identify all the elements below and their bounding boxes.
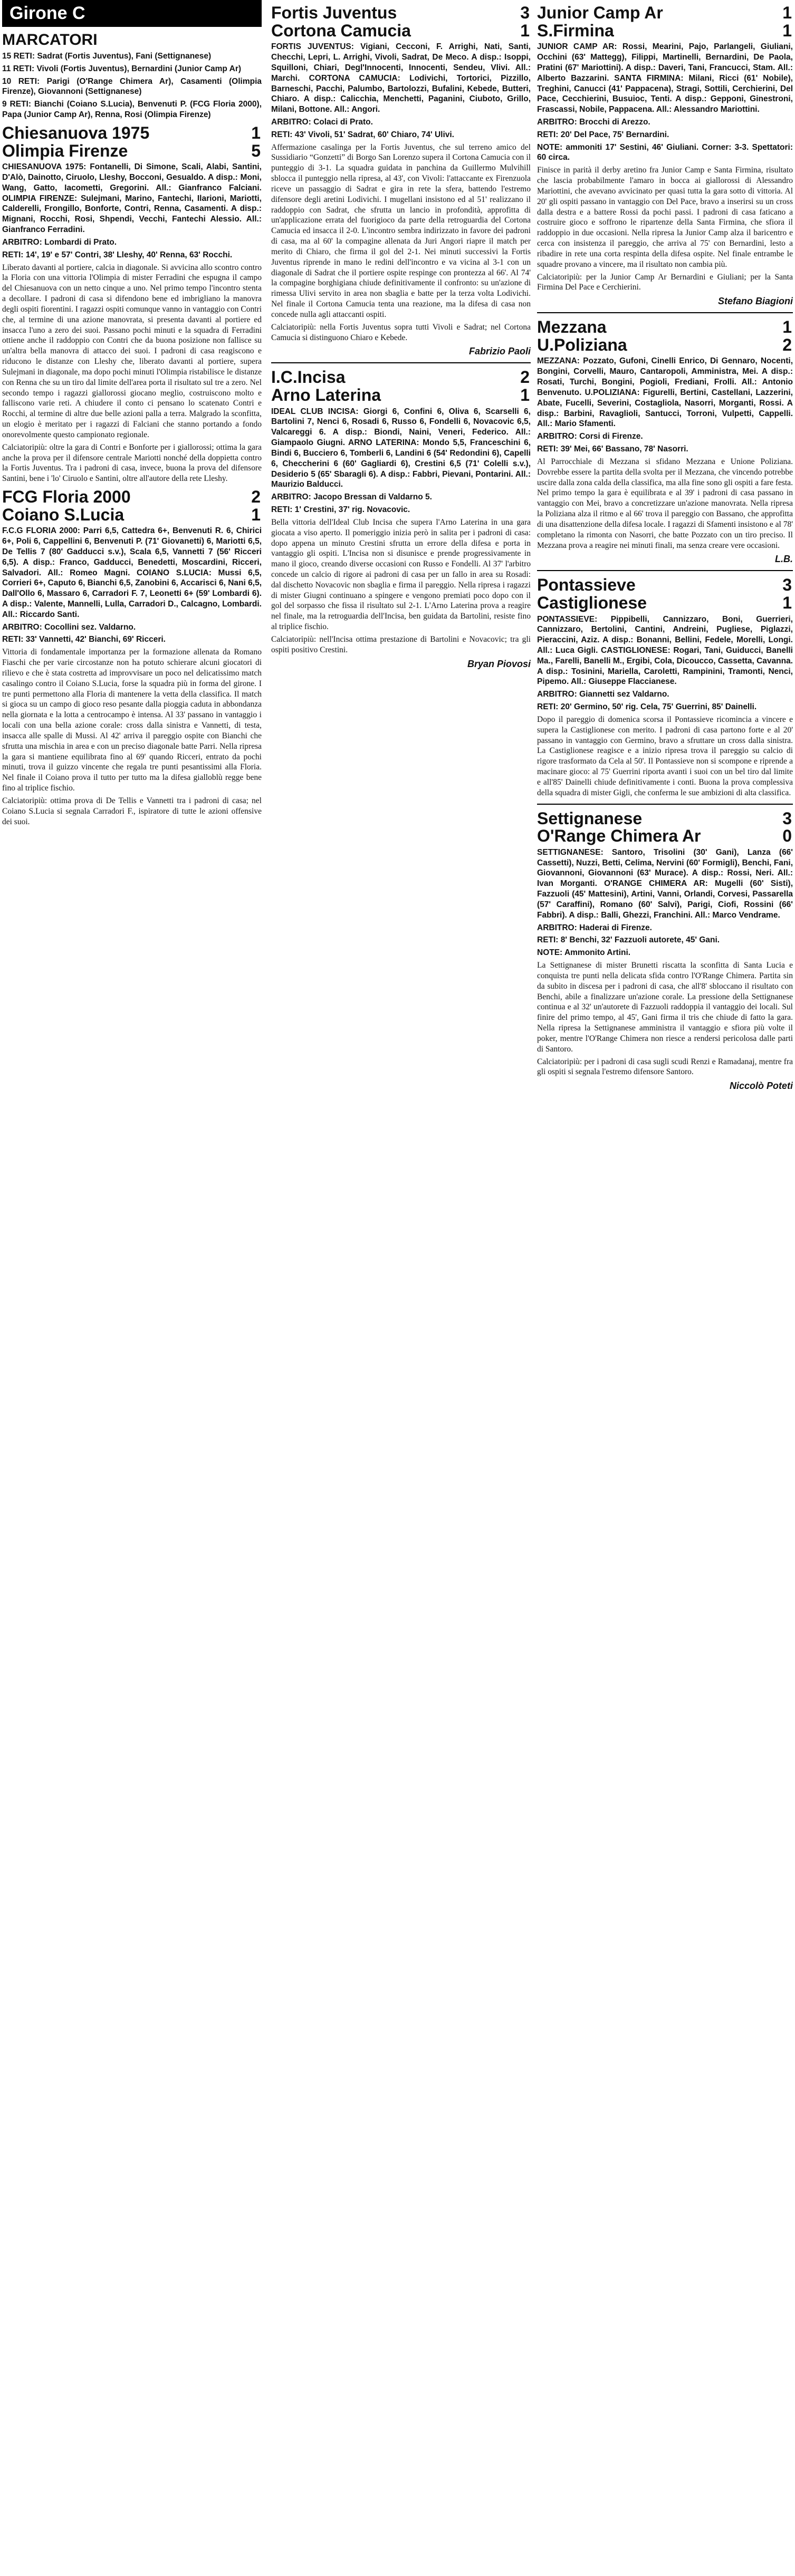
referee: ARBITRO: Colaci di Prato.	[271, 117, 373, 127]
match-header	[271, 369, 531, 404]
away-score: 1	[520, 385, 530, 404]
away-score: 5	[251, 141, 261, 160]
match-report: Al Parrocchiale di Mezzana si sfidano Mezzana e Unione Poliziana. Dovrebbe essere la partita della svolta per il Mezzana, che vincendo potrebbe uscire dalla zona calda della classifica, ma alla fine sono gli ospiti a fare festa. Nel primo tempo la gara è equilibrata e al 39' i padroni di casa passano in vantaggio con Mei, bravo a concretizzare un'azione manovrata. Nella ripresa la Poliziana alza il ritmo e al 66' trova il pareggio con Bassano, che approfitta di una disattenzione della difesa locale. I ragazzi di Sfamenti insistono e al 78' completano la rimonta con Nasorri, che batte Pozzato con un tiro preciso. Il Mezzana prova a reagire nei minuti finali, ma senza creare vere occasioni.	[537, 457, 793, 550]
referee: ARBITRO: Cocollini sez. Valdarno.	[2, 622, 136, 632]
lineups: SETTIGNANESE: Santoro, Trisolini (30' Gani), Lanza (66' Cassetti), Nuzzi, Betti, Celima, Nervini (60' Formigli), Benchi, Fani, Giovannoni, Giovannoni (63' Murace). A disp.: Rossi, Neri. All.: Ivan Morganti. O'RANGE CHIMERA AR: Mugelli (60' Sisti), Fazzuoli (45' Mattesini), Artini, Vanni, Orlandi, Corvesi, Passarella (57' Caraffini), Romano (60' Salvi), Parigi, Ciofi, Rossini (66' Fabbri). A disp.: Balli, Ghezzi, Franchini. All.: Marco Vendrame.	[537, 847, 793, 920]
match-header	[2, 488, 262, 524]
match-report: Finisce in parità il derby aretino fra Junior Camp e Santa Firmina, risultato che lascia probabilmente l'amaro in bocca ai giallorossi di Alessandro Mariottini, che avevano avvicinato per quasi tutta la gara sotto di vittoria. Al 20' gli ospiti passano in vantaggio con Del Pace, bravo a inserirsi su un cross dalla destra e a battere Rossi da pochi passi. I padroni di casa faticano a costruire gioco e soffrono le ripartenze della Santa Firmina, che sfiora il raddoppio in due occasioni. Nella ripresa la Junior Camp alza il baricentro e cerca con insistenza il pareggio, che arriva al 75' con Bernardini, lesto a ribadire in rete una corta respinta della difesa ospite. Nel finale entrambe le squadre provano a vincere, ma il risultato non cambia più.	[537, 166, 793, 269]
match-report: Bella vittoria dell'Ideal Club Incisa che supera l'Arno Laterina in una gara giocata a viso aperto. Il pomeriggio inizia però in salita per i padroni di casa: dopo appena un minuto Crestini sfrutta un errore della difesa e porta in vantaggio gli ospiti. L'Incisa non si disunisce e prende progressivamente in mano il gioco, creando diverse occasioni con Russo e Fondelli. Al 37' l'arbitro concede un calcio di rigore ai padroni di casa per un fallo in area su Rosadi: dal dischetto Novacovic non sbaglia e firma il pareggio. Nella ripresa i ragazzi di mister Giugni continuano a spingere e vengono premiati poco dopo con il gol del sorpasso che fissa il risultato sul 2-1. L'Arno Laterina prova a reagire nel finale, ma la retroguardia dell'Incisa, ben guidata da Bartolini, resiste fino al triplice fischio.	[271, 517, 531, 632]
referee: ARBITRO: Corsi di Firenze.	[537, 432, 643, 441]
author-signature: L.B.	[775, 554, 793, 565]
match-header	[537, 319, 793, 354]
away-team: Olimpia Firenze	[2, 141, 128, 160]
author-signature: Bryan Piovosi	[467, 658, 531, 669]
away-team: S.Firmina	[537, 21, 614, 40]
section-banner: Girone C	[2, 0, 262, 27]
match-report: Dopo il pareggio di domenica scorsa il Pontassieve ricomincia a vincere e supera la Castiglionese con merito. I padroni di casa partono forte e al 20' passano in vantaggio con Germino, bravo a sfruttare un cross dalla sinistra. La Castiglionese reagisce e a inizio ripresa trova il pareggio su calcio di rigore trasformato da Cela al 50'. Il Pontassieve non si scompone e riprende a macinare gioco: al 75' Guerrini riporta avanti i suoi con un bel tiro dal limite e all'85' Dainelli chiude definitivamente i conti. Buona la prova complessiva della squadra di mister Gigli, che conferma le sue ambizioni di alta classifica.	[537, 715, 793, 797]
home-score: 1	[251, 123, 261, 142]
player-ratings: Calciatoripiù: ottima prova di De Tellis e Vannetti tra i padroni di casa; nel Coiano S.Lucia si segnala Carradori F., ispiratore di tutte le azioni offensive dei suoi.	[2, 796, 262, 826]
home-score: 3	[782, 808, 792, 828]
match-header	[537, 810, 793, 845]
home-score: 1	[782, 317, 792, 337]
match-report: Affermazione casalinga per la Fortis Juventus, che sul terreno amico del Sussidiario “Gonzetti” di Borgo San Lorenzo supera il Cortona Camucia con il punteggio di 3-1. La squadra guidata in panchina da Guillermo Mulvihill sblocca il punteggio nella ripresa, al 43', con Vivoli: l'attaccante ex Firenzuola riceve un passaggio di Sadrat e gira in rete la sfera, battendo l'estremo difensore degli aretini Lodivichi. I mugellani insistono ed al 51' realizzano il raddoppio con Sadrat, che sfrutta un lancio in profondità, approfitta di un'applicazione errata del fuorigioco da parte della retroguardia del Cortona Camucia ed insacca il 2-0. L'incontro sembra indirizzato in favore dei padroni di casa, ma al 60' la compagine allenata da Juri Angori riapre il match per merito di Chiaro, che firma il gol del 2-1. Nei minuti successivi la Fortis Juventus riprende in mano le redini dell'incontro e va vicina al 3-1 con un diagonale di Sadrat che il portiere ospite respinge con prontezza al 66'. Al 74' la compagine borghigiana chiude definitivamente il confronto: su un'azione di rimessa Ulivi servito in area non sbaglia e batte per la terza volta Lodivichi. Nel finale il Cortona Camucia tenta una reazione, ma la difesa di casa non concede nulla agli attaccanti ospiti.	[271, 142, 531, 319]
home-score: 3	[520, 3, 530, 22]
referee: ARBITRO: Haderai di Firenze.	[537, 923, 652, 932]
home-score: 1	[782, 3, 792, 22]
lineups: F.C.G FLORIA 2000: Parri 6,5, Cattedra 6+, Benvenuti R. 6, Chirici 6+, Poli 6, Cappellini 6, Benvenuti P. (71' Giovanetti) 6, Mariotti 6,5, De Tellis 7 (80' Gadducci s.v.), Scala 6,5, Vannetti 7 (56' Ricceri 6,5). A disp.: Franco, Gadducci, Benedetti, Moscardini, Ricceri, Salvadori. All.: Romeo Magni. COIANO S.LUCIA: Mussi 6,5, Corrieri 6+, Caputo 6, Bianchi 6,5, Zanobini 6, Accarisci 6, Nani 6,5, Dall'Ollo 6, Massaro 6, Carradori F. 7, Leonetti 6+ (59' Lombardi 6). A disp.: Valente, Mannelli, Lulla, Carradori D., Calcagno, Lombardi. All.: Riccardo Santi.	[2, 526, 262, 619]
marcatori-title: MARCATORI	[2, 31, 98, 49]
goals: RETI: 33' Vannetti, 42' Bianchi, 69' Ricceri.	[2, 635, 166, 644]
lineups: MEZZANA: Pozzato, Gufoni, Cinelli Enrico, Di Gennaro, Nocenti, Bongini, Corvelli, Mauro, Cantaropoli, Amministra, Mei. A disp.: Rosati, Turchi, Bongini, Pogioli, Frediani, Frolli. All.: Antonio Benvenuto. U.POLIZIANA: Figurelli, Bertini, Castellani, Lazzerini, Abate, Fucelli, Severini, Costagliola, Nasorri, Morganti, Rossi. A disp.: Barbini, Ravaglioli, Santucci, Torroni, Vulpetti, Cappelli. All.: Mario Sfamenti.	[537, 356, 793, 429]
player-ratings: Calciatoripiù: per i padroni di casa sugli scudi Renzi e Ramadanaj, mentre fra gli ospiti si segnala l'estremo difensore Santoro.	[537, 1057, 793, 1077]
away-score: 2	[782, 335, 792, 354]
referee: ARBITRO: Brocchi di Arezzo.	[537, 117, 650, 127]
goals: RETI: 14', 19' e 57' Contri, 38' Lleshy, 40' Renna, 63' Rocchi.	[2, 250, 233, 259]
player-ratings: Calciatoripiù: nell'Incisa ottima prestazione di Bartolini e Novacovic; tra gli ospiti positivo Crestini.	[271, 634, 531, 654]
away-score: 0	[782, 826, 792, 846]
player-ratings: Calciatoripiù: nella Fortis Juventus sopra tutti Vivoli e Sadrat; nel Cortona Camucia si distinguono Chiaro e Kebede.	[271, 322, 531, 342]
goals: RETI: 20' Germino, 50' rig. Cela, 75' Guerrini, 85' Dainelli.	[537, 702, 757, 712]
divider	[537, 570, 793, 571]
home-team: Junior Camp Ar	[537, 3, 663, 22]
author-signature: Stefano Biagioni	[717, 296, 793, 307]
away-team: U.Poliziana	[537, 335, 627, 354]
home-team: Fortis Juventus	[271, 3, 397, 22]
match-report: Liberato davanti al portiere, calcia in diagonale. Si avvicina allo scontro contro la Floria con una vittoria l'Olimpia di mister Ferradini che espugna il campo del Chiesanuova con un netto cinque a uno. Nel primo tempo l'incontro stenta a decollare. I padroni di casa si difendono bene ed imbrigliano la manovra degli ospiti fiorentini. I ragazzi ospiti comunque vanno in vantaggio con Contri che, al termine di una azione manovrata, si presenta davanti al portiere ed insacca l'uno a zero dei suoi. Passano pochi minuti e la squadra di Ferradini ottiene anche il raddoppio con Contri che da buona posizione non fallisce su un'altra bella manovra di attacco dei suoi. I padroni di casa reagiscono e riducono le distanze con Lleshy che, liberato davanti al portiere, supera Sulejmani in diagonale, ma dopo pochi minuti l'Olimpia ristabilisce le distanze con Renna che su un tiro dal limite dell'area porta il risultato sul tre a zero. Nel secondo tempo i ragazzi giallorossi giocano meglio, costruiscono molto e falliscono varie reti. A chiudere il conto ci pensano lo scatenato Contri e Rocchi, al termine di altre due belle azioni palla a terra. Malgrado la sconfitta, un elogio è meritato per i ragazzi di Falciani che stanno portando a fondo onorevolmente questo campionato regionale.	[2, 263, 262, 439]
divider	[537, 312, 793, 313]
goals: RETI: 20' Del Pace, 75' Bernardini.	[537, 130, 669, 139]
notes: NOTE: ammoniti 17' Sestini, 46' Giuliani. Corner: 3-3. Spettatori: 60 circa.	[537, 142, 793, 162]
column-2	[271, 0, 531, 2576]
goals: RETI: 8' Benchi, 32' Fazzuoli autorete, 45' Gani.	[537, 935, 720, 945]
away-team: Castiglionese	[537, 593, 647, 612]
away-team: Arno Laterina	[271, 385, 381, 404]
match-report: La Settignanese di mister Brunetti riscatta la sconfitta di Santa Lucia e conquista tre punti nella delicata sfida contro l'O'Range Chimera. Partita sin da subito in discesa per i padroni di casa, che all'8' sbloccano il risultato con Benchi, abile a finalizzare un'azione corale. La pressione della Settignanese continua e al 32' un'autorete di Fazzuoli raddoppia il vantaggio dei locali. Sul finire del primo tempo, al 45', Gani firma il tris che chiude di fatto la gara. Nella ripresa la Settignanese amministra il vantaggio e sfiora più volte il poker, mentre l'O'Range Chimera non riesce a rendersi pericolosa dalle parti di Santoro.	[537, 961, 793, 1054]
marcatori-item: 15 RETI: Sadrat (Fortis Juventus), Fani (Settignanese)	[2, 52, 212, 61]
match-header	[537, 4, 793, 40]
author-signature: Niccolò Poteti	[729, 1080, 793, 1092]
match-header	[2, 124, 262, 160]
notes: NOTE: Ammonito Artini.	[537, 948, 631, 958]
referee: ARBITRO: Jacopo Bressan di Valdarno 5.	[271, 493, 432, 502]
lineups: CHIESANUOVA 1975: Fontanelli, Di Simone, Scali, Alabi, Santini, D'Alò, Dainotto, Ciruolo, Lleshy, Bocconi, Gesualdo. A disp.: Moni, Wang, Gatto, Iacometti, Gregorini. All.: Gianfranco Falciani. OLIMPIA FIRENZE: Sulejmani, Marino, Fantechi, Ilarioni, Mariotti, Calderelli, Frongillo, Bonforte, Contri, Renna, Casamenti. A disp.: Mignani, Rocchi, Rosi, Shpendi, Vecchi, Fantechi Alessio. All.: Gianfranco Ferradini.	[2, 162, 262, 235]
home-score: 2	[251, 487, 261, 506]
marcatori-item: 10 RETI: Parigi (O'Range Chimera Ar), Casamenti (Olimpia Firenze), Giovannoni (Settignanese)	[2, 76, 262, 97]
goals: RETI: 39' Mei, 66' Bassano, 78' Nasorri.	[537, 445, 688, 454]
lineups: JUNIOR CAMP AR: Rossi, Mearini, Pajo, Parlangeli, Giuliani, Occhini (63' Mattegg), Filippi, Martinelli, Bernardini, De Paola, Pratini (67' Mariottini). A disp.: Daveri, Tani, Francucci, Stam. All.: Alberto Bazzarini. SANTA FIRMINA: Milani, Ricci (61' Nobile), Treghini, Canucci (41' Pappacena), Stragi, Sottili, Cerchierini, Del Pace, Cecchierini, Busuioc, Tenti. A disp.: Gepponi, Ginestroni, Frascassi, Nobile, Pappacena. All.: Alessandro Mariottini.	[537, 42, 793, 114]
divider	[271, 362, 531, 363]
match-header	[271, 4, 531, 40]
player-ratings: Calciatoripiù: per la Junior Camp Ar Bernardini e Giuliani; per la Santa Firmina Del Pace e Cerchierini.	[537, 272, 793, 292]
away-team: Cortona Camucia	[271, 21, 411, 40]
column-1	[2, 0, 262, 2576]
away-score: 1	[782, 21, 792, 40]
lineups: PONTASSIEVE: Pippibelli, Cannizzaro, Boni, Guerrieri, Cannizzaro, Bertolini, Cantini, Andreini, Pugliese, Piglazzi, Pieraccini, Aziz. A disp.: Bonanni, Bellini, Fedele, Morelli, Longi. All.: Luca Gigli. CASTIGLIONESE: Rogari, Tani, Guiducci, Banelli Ma., Farelli, Banelli M., Ergibi, Cola, Dicoucco, Cassetta, Cavanna. A disp.: Tosinini, Mariella, Caroletti, Rampinini, Tramonti, Nenci, Pipemo. All.: Giuseppe Flaccianese.	[537, 614, 793, 687]
match-report: Vittoria di fondamentale importanza per la formazione allenata da Romano Fiaschi che per varie circostanze non ha potuto schierare alcuni giocatori di rilievo e che è stata costretta ad improvvisare un poco nel delicatissimo match casalingo contro il Coiano S.Lucia, forse la squadra più in forma del girone. I tre punti permettono alla Floria di mantenere la vetta della classifica. Il match si gioca su un campo di gioco reso pesante dalla pioggia caduta in abbondanza nella giornata e la lotta a centrocampo è intensa. Al 33' passano in vantaggio i locali con una bella azione corale: cross dalla sinistra e Vannetti, di testa, insacca alle spalle di Mussi. Al 42' arriva il pareggio ospite con Bianchi che sfrutta una mischia in area e con un preciso diagonale batte Parri. Nella ripresa la gara si mantiene equilibrata fino al 69' quando Ricceri, entrato da pochi minuti, trova il guizzo vincente che regala tre punti pesantissimi alla Floria. Nel finale il Coiano prova il tutto per tutto ma la difesa gialloblù regge bene fino al triplice fischio.	[2, 648, 262, 793]
goals: RETI: 1' Crestini, 37' rig. Novacovic.	[271, 505, 410, 515]
goals: RETI: 43' Vivoli, 51' Sadrat, 60' Chiaro, 74' Ulivi.	[271, 130, 454, 139]
home-team: Pontassieve	[537, 575, 636, 595]
home-team: I.C.Incisa	[271, 368, 346, 387]
home-score: 2	[520, 368, 530, 387]
referee: ARBITRO: Giannetti sez Valdarno.	[537, 690, 669, 699]
divider	[537, 804, 793, 805]
away-score: 1	[251, 505, 261, 524]
away-score: 1	[520, 21, 530, 40]
lineups: FORTIS JUVENTUS: Vigiani, Cecconi, F. Arrighi, Nati, Santi, Checchi, Lepri, L. Arrighi, Vivoli, Sadrat, De Meco. A disp.: Isoppi, Squilloni, Chiari, Degl'Innocenti, Innocenti, Sendeu, Vlivi. All.: Marchi. CORTONA CAMUCIA: Lodivichi, Tortorici, Pizzillo, Barneschi, Pacchi, Palumbo, Bartolozzi, Bufalini, Kebede, Butteri, Chiaro. A disp.: Calicchia, Menchetti, Paganini, Ciuboto, Grillo, Milani, Bottone. All.: Angori.	[271, 42, 531, 114]
home-team: Mezzana	[537, 317, 607, 337]
away-team: Coiano S.Lucia	[2, 505, 124, 524]
author-signature: Fabrizio Paoli	[468, 346, 531, 357]
home-team: Settignanese	[537, 808, 643, 828]
lineups: IDEAL CLUB INCISA: Giorgi 6, Confini 6, Oliva 6, Scarselli 6, Bartolini 7, Nenci 6, Rosadi 6, Russo 6, Fondelli 6, Novacovic 6,5, Valcareggi 6. A disp.: Biondi, Naini, Veneri, Federico. All.: Giampaolo Giugni. ARNO LATERINA: Mondo 5,5, Franceschini 6, Bindi 6, Bucciero 6, Tomberli 6, Landini 6 (54' Redondini 6), Capelli 6, Checcherini 6 (60' Gagliardi 6), Crestini 6,5 (71' Colelli s.v.), Desiderio 5 (65' Sbaragli 6). A disp.: Fabbri, Pievani, Pontarini. All.: Maurizio Balducci.	[271, 407, 531, 489]
home-team: Chiesanuova 1975	[2, 123, 150, 142]
away-score: 1	[782, 593, 792, 612]
home-team: FCG Floria 2000	[2, 487, 131, 506]
away-team: O'Range Chimera Ar	[537, 826, 701, 846]
column-3	[537, 0, 793, 2576]
marcatori-item: 11 RETI: Vivoli (Fortis Juventus), Bernardini (Junior Camp Ar)	[2, 64, 242, 73]
match-header	[537, 576, 793, 612]
home-score: 3	[782, 575, 792, 595]
player-ratings: Calciatoripiù: oltre la gara di Contri e Bonforte per i giallorossi; ottima la gara anche la prova per il difensore centrale Mariotti nonché della doppietta contro la Fortis Juventus. Tra i padroni di casa, invece, buona la prova del difensore Santini, bene i 'lo' Ciruolo e Santini, oltre all'autore della rete Lleshy.	[2, 442, 262, 484]
marcatori-item: 9 RETI: Bianchi (Coiano S.Lucia), Benvenuti P. (FCG Floria 2000), Papa (Junior Camp Ar), Renna, Rosi (Olimpia Firenze)	[2, 100, 262, 120]
referee: ARBITRO: Lombardi di Prato.	[2, 237, 117, 247]
